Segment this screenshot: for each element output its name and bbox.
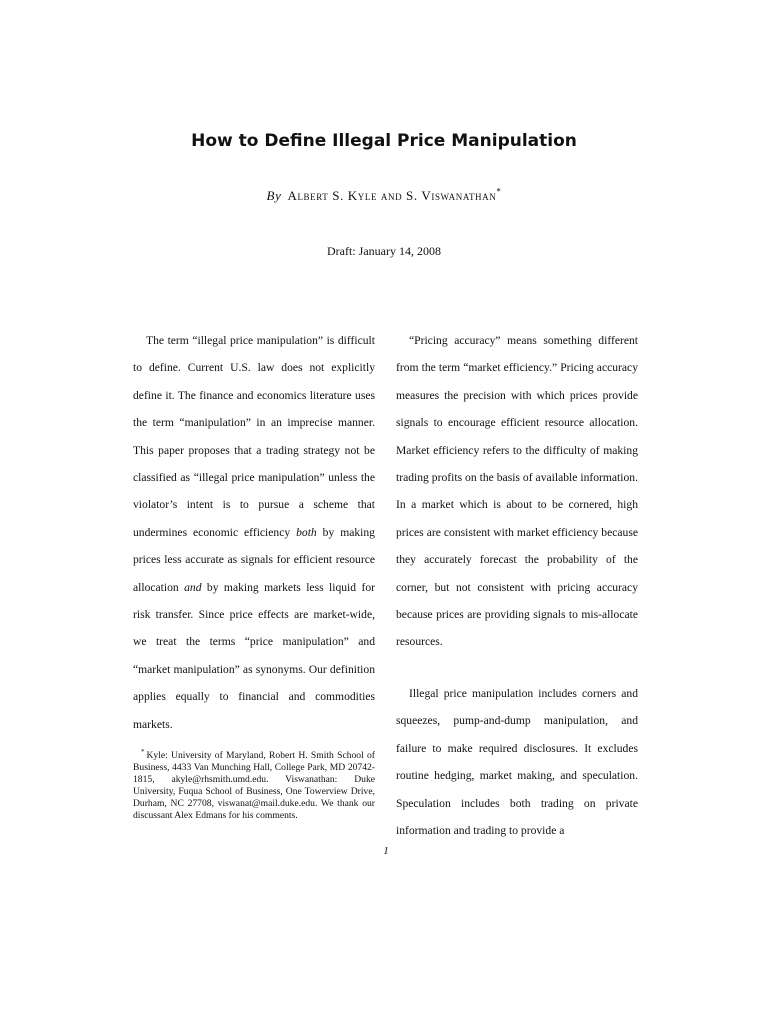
author-byline bbox=[0, 188, 768, 204]
page-number: 1 bbox=[383, 845, 389, 857]
abstract-text-part-2: by making prices less accurate as signals for efficient resource allocation bbox=[133, 525, 375, 594]
left-column bbox=[133, 327, 375, 738]
illegal-manipulation-paragraph: Illegal price manipulation includes corners and squeezes, pump-and-dump manipulation, and failure to make required disclosures. It excludes routine hedging, market making, and speculation. Speculation includes both trading on private information and trading to provide a bbox=[396, 686, 638, 837]
abstract-emphasis-and: and bbox=[184, 580, 202, 594]
paper-title: How to Define Illegal Price Manipulation bbox=[191, 131, 577, 151]
pricing-accuracy-paragraph: “Pricing accuracy” means something different from the term “market efficiency.” Pricing accuracy measures the precision with which prices provide signals to encourage efficient resource allocation. Market efficiency refers to the difficulty of making trading profits on the basis of available information. In a market which is about to be cornered, high prices are consistent with market efficiency because they accurately forecast the probability of the corner, but not consistent with pricing accuracy because prices are providing signals to mis-allocate resources. bbox=[396, 334, 638, 649]
abstract-text-part-3: by making markets less liquid for risk transfer. Since price effects are market-wide, we treat the terms “price manipulation” and “market manipulation” as synonyms. Our definition applies equally to financial and commodities markets. bbox=[133, 580, 375, 731]
draft-date: Draft: January 14, 2008 bbox=[327, 244, 441, 258]
abstract-emphasis-both: both bbox=[296, 525, 317, 539]
right-column bbox=[396, 327, 638, 844]
author-footnote-mark: * bbox=[496, 186, 502, 197]
author-footnote bbox=[133, 747, 375, 822]
footnote-mark: * bbox=[141, 747, 145, 756]
abstract-paragraph bbox=[133, 327, 375, 738]
abstract-text-part-1: The term “illegal price manipulation” is difficult to define. Current U.S. law does not explicitly define it. The finance and economics literature uses the term “manipulation” in an imprecise manner. This paper proposes that a trading strategy not be classified as “illegal price manipulation” unless the violator’s intent is to pursue a scheme that undermines economic efficiency bbox=[133, 334, 375, 539]
author-names: Albert S. Kyle and S. Viswanathan bbox=[287, 188, 497, 203]
by-label: By bbox=[266, 188, 282, 203]
footnote-text: Kyle: University of Maryland, Robert H. Smith School of Business, 4433 Van Munching Hall, College Park, MD 20742-1815, akyle@rhsmith.umd.edu. Viswanathan: Duke University, Fuqua School of Business, One Towerview Drive, Durham, NC 27708, viswanat@mail.duke.edu. We thank our discussant Alex Edmans for his comments. bbox=[133, 750, 375, 821]
